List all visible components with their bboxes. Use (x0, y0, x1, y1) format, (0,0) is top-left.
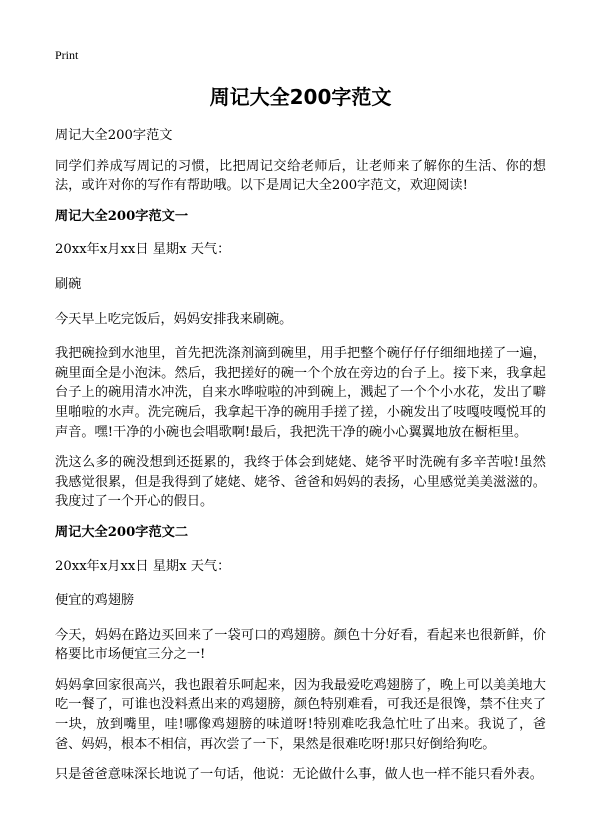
subtitle-paragraph: 周记大全200字范文 (55, 128, 173, 143)
body-paragraph: 洗这么多的碗没想到还挺累的，我终于体会到姥姥、姥爷平时洗碗有多辛苦啦!虽然我感觉很累，但是我得到了姥姥、姥爷、爸爸和妈妈的表扬，心里感觉美美滋滋的。我度过了一个开心的假日。 (55, 455, 546, 510)
date-line-2: 20xx年x月xx日 星期x 天气： (55, 558, 231, 574)
body-paragraph: 今天，妈妈在路边买回来了一袋可口的鸡翅膀。颜色十分好看，看起来也很新鲜，价格要比市场便宜三分之一! (55, 627, 546, 663)
body-paragraph: 只是爸爸意味深长地说了一句话，他说：无论做什么事，做人也一样不能只看外表。 (55, 767, 543, 783)
section-heading-1: 周记大全200字范文一 (55, 208, 189, 224)
print-link[interactable]: Print (55, 48, 79, 62)
section-heading-2: 周记大全200字范文二 (55, 524, 189, 540)
essay-title-2: 便宜的鸡翅膀 (55, 593, 135, 609)
intro-paragraph: 同学们养成写周记的习惯，比把周记交给老师后，让老师来了解你的生活、你的想法，或许对你的写作有帮助哦。以下是周记大全200字范文，欢迎阅读! (55, 158, 546, 194)
essay-title-1: 刷碗 (55, 276, 82, 292)
body-paragraph: 妈妈拿回家很高兴，我也跟着乐呵起来，因为我最爱吃鸡翅膀了，晚上可以美美地大吃一餐了，可谁也没料煮出来的鸡翅膀，颜色特别难看，可我还是很馋，禁不住夹了一块，放到嘴里，哇!哪像鸡翅膀的味道呀!特别难吃我急忙吐了出来。我说了，爸爸、妈妈，根本不相信，再次尝了一下，果然是很难吃呀!那只好倒给狗吃。 (55, 677, 546, 752)
date-line-1: 20xx年x月xx日 星期x 天气： (55, 242, 231, 258)
body-paragraph: 今天早上吃完饭后，妈妈安排我来刷碗。 (55, 311, 293, 327)
document-title: 周记大全200字范文 (209, 85, 392, 109)
body-paragraph: 我把碗捡到水池里，首先把洗涤剂滴到碗里，用手把整个碗仔仔仔细细地搓了一遍，碗里面全是小泡沫。然后，我把搓好的碗一个个放在旁边的台子上。接下来，我拿起台子上的碗用清水冲洗，自来水哗啦啦的冲到碗上，溅起了一个个小水花，发出了噼里啪啦的水声。洗完碗后，我拿起干净的碗用手搓了搓，小碗发出了吱嘎吱嘎悦耳的声音。嘿!干净的小碗也会唱歌啊!最后，我把洗干净的碗小心翼翼地放在橱柜里。 (55, 346, 546, 440)
